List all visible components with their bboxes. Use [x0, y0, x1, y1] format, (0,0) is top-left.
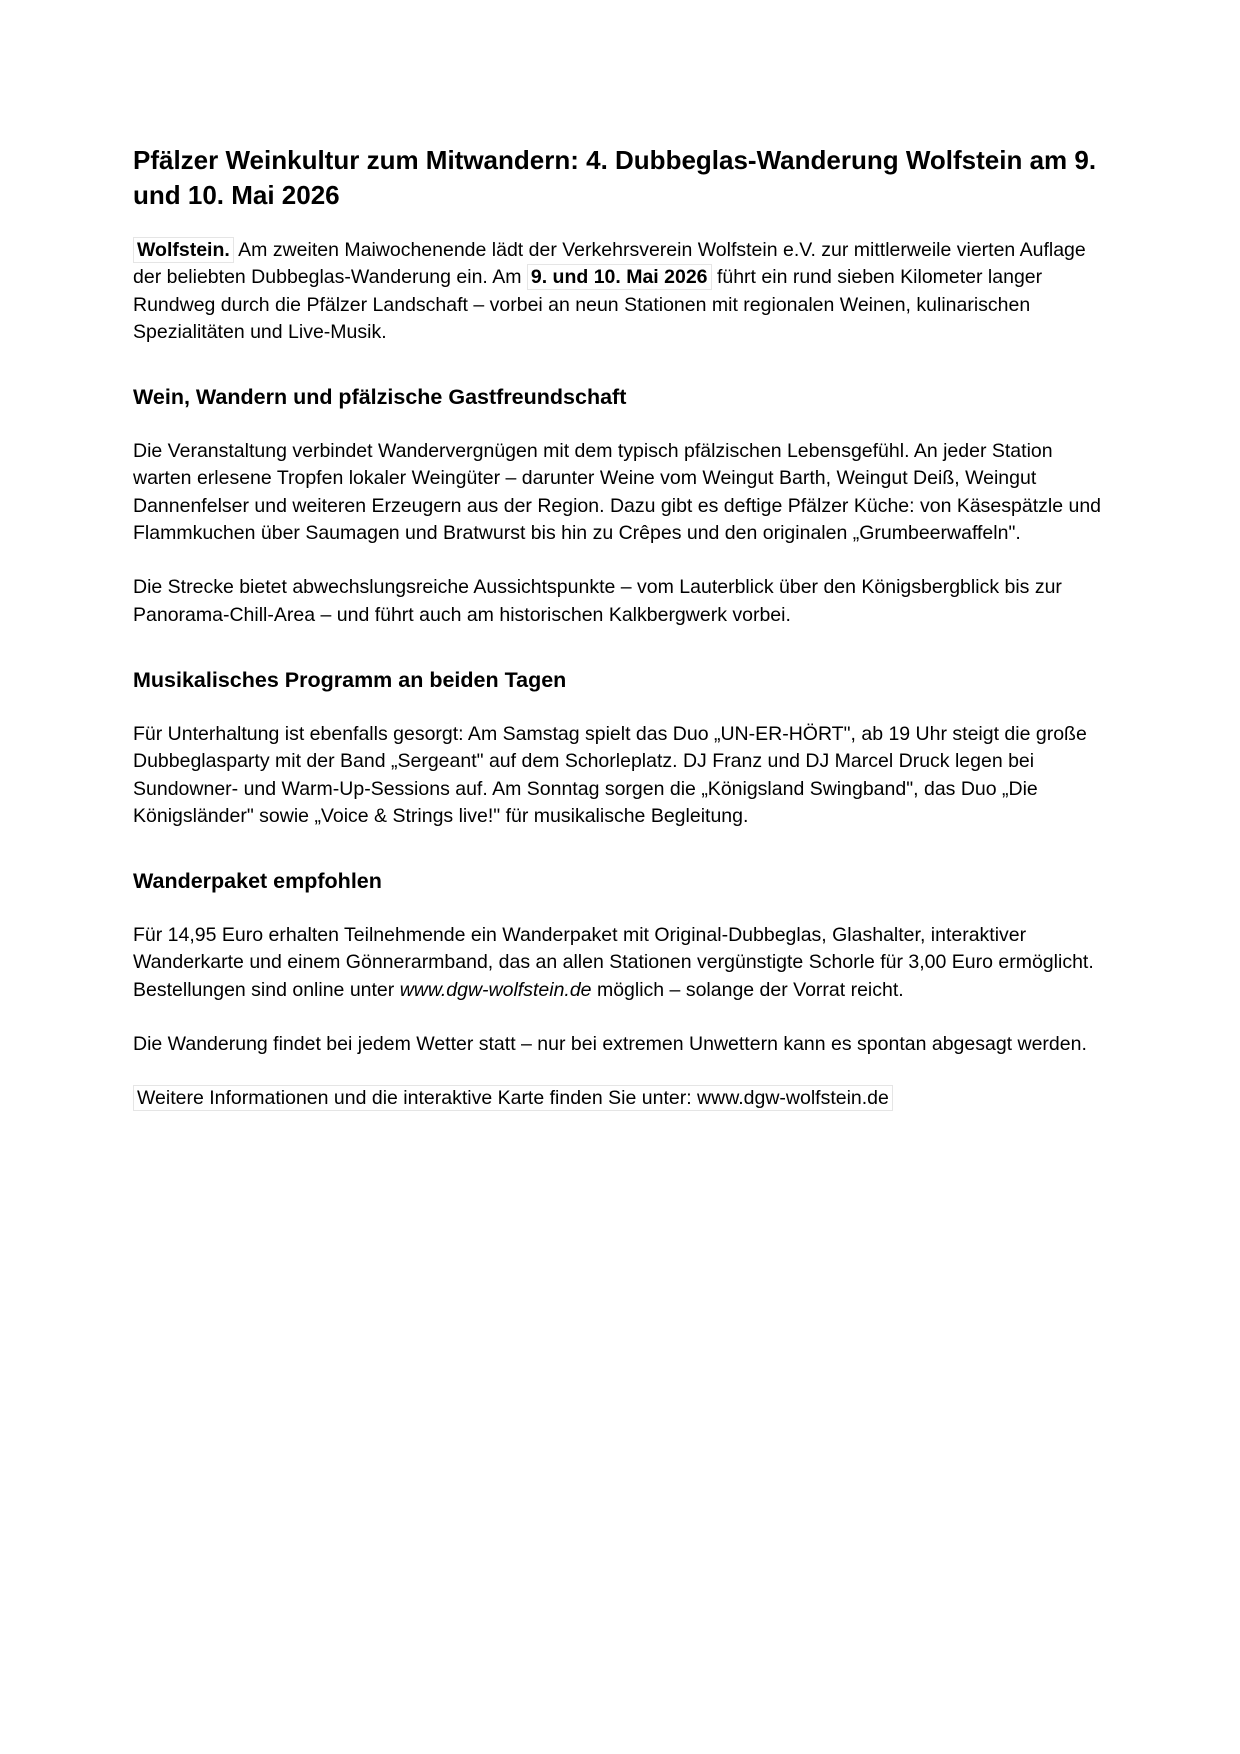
- intro-date-highlight: 9. und 10. Mai 2026: [527, 264, 712, 290]
- paragraph-wanderpaket: [133, 922, 1108, 1004]
- intro-lead-in-highlight: Wolfstein.: [133, 237, 234, 263]
- paragraph-strecke: Die Strecke bietet abwechslungsreiche Aussichtspunkte – vom Lauterblick über den Königsbergblick bis zur Panorama-Chill-Area – und führt auch am historischen Kalkbergwerk vorbei.: [133, 576, 1062, 626]
- paragraph-unterhaltung: Für Unterhaltung ist ebenfalls gesorgt: Am Samstag spielt das Duo „UN-ER-HÖRT", ab 19 Uhr steigt die große Dubbeglasparty mit der Band „Sergeant" auf dem Schorleplatz. DJ Franz und DJ Marcel Druck legen bei Sundowner- und Warm-Up-Sessions auf. Am Sonntag sorgen die „Königsland Swingband", das Duo „Die Königsländer" sowie „Voice & Strings live!" für musikalische Begleitung.: [133, 722, 1087, 827]
- wanderpaket-text-b: möglich – solange der Vorrat reicht.: [591, 978, 904, 1001]
- paragraph-veranstaltung: Die Veranstaltung verbindet Wandervergnügen mit dem typisch pfälzischen Lebensgefühl. An jeder Station warten erlesene Tropfen lokaler Weingüter – darunter Weine vom Weingut Barth, Weingut Deiß, Weingut Dannenfelser und weiteren Erzeugern aus der Region. Dazu gibt es deftige Pfälzer Küche: von Käsespätzle und Flammkuchen über Saumagen und Bratwurst bis hin zu Crêpes und den originalen „Grumbeerwaffeln".: [133, 440, 1102, 545]
- intro-text-a: Am zweiten Maiwochenende lädt der Verkehrsverein Wolfstein e.V. zur mittlerweile vierten Auflage der beliebten Dubbeglas-Wanderung ein. Am: [133, 239, 1086, 289]
- wanderpaket-text-a: Für 14,95 Euro erhalten Teilnehmende ein Wanderpaket mit Original-Dubbeglas, Glashalter, interaktiver Wanderkarte und einem Gönnerarmband, das an allen Stationen vergünstigte Schorle für 3,00 Euro ermöglicht. Bestellungen sind online unter: [133, 924, 1094, 1001]
- footer-note-highlight: Weitere Informationen und die interaktive Karte finden Sie unter: www.dgw-wolfstein.de: [133, 1085, 893, 1111]
- footer-note-paragraph: [133, 1085, 1108, 1112]
- wanderpaket-url: www.dgw-wolfstein.de: [399, 978, 592, 1001]
- paragraph-wetter: Die Wanderung findet bei jedem Wetter statt – nur bei extremen Unwettern kann es spontan abgesagt werden.: [133, 1033, 1087, 1056]
- heading-musikprogramm: Musikalisches Programm an beiden Tagen: [133, 667, 567, 692]
- intro-text-b: führt ein rund sieben Kilometer langer Rundweg durch die Pfälzer Landschaft – vorbei an neun Stationen mit regionalen Weinen, kulinarischen Spezialitäten und Live-Musik.: [133, 266, 1043, 343]
- page-title: Pfälzer Weinkultur zum Mitwandern: 4. Dubbeglas-Wanderung Wolfstein am 9. und 10. Mai 2026: [133, 145, 1097, 210]
- heading-wanderpaket: Wanderpaket empfohlen: [133, 869, 382, 894]
- intro-paragraph: [133, 237, 1108, 346]
- heading-wein-wandern: Wein, Wandern und pfälzische Gastfreundschaft: [133, 385, 627, 410]
